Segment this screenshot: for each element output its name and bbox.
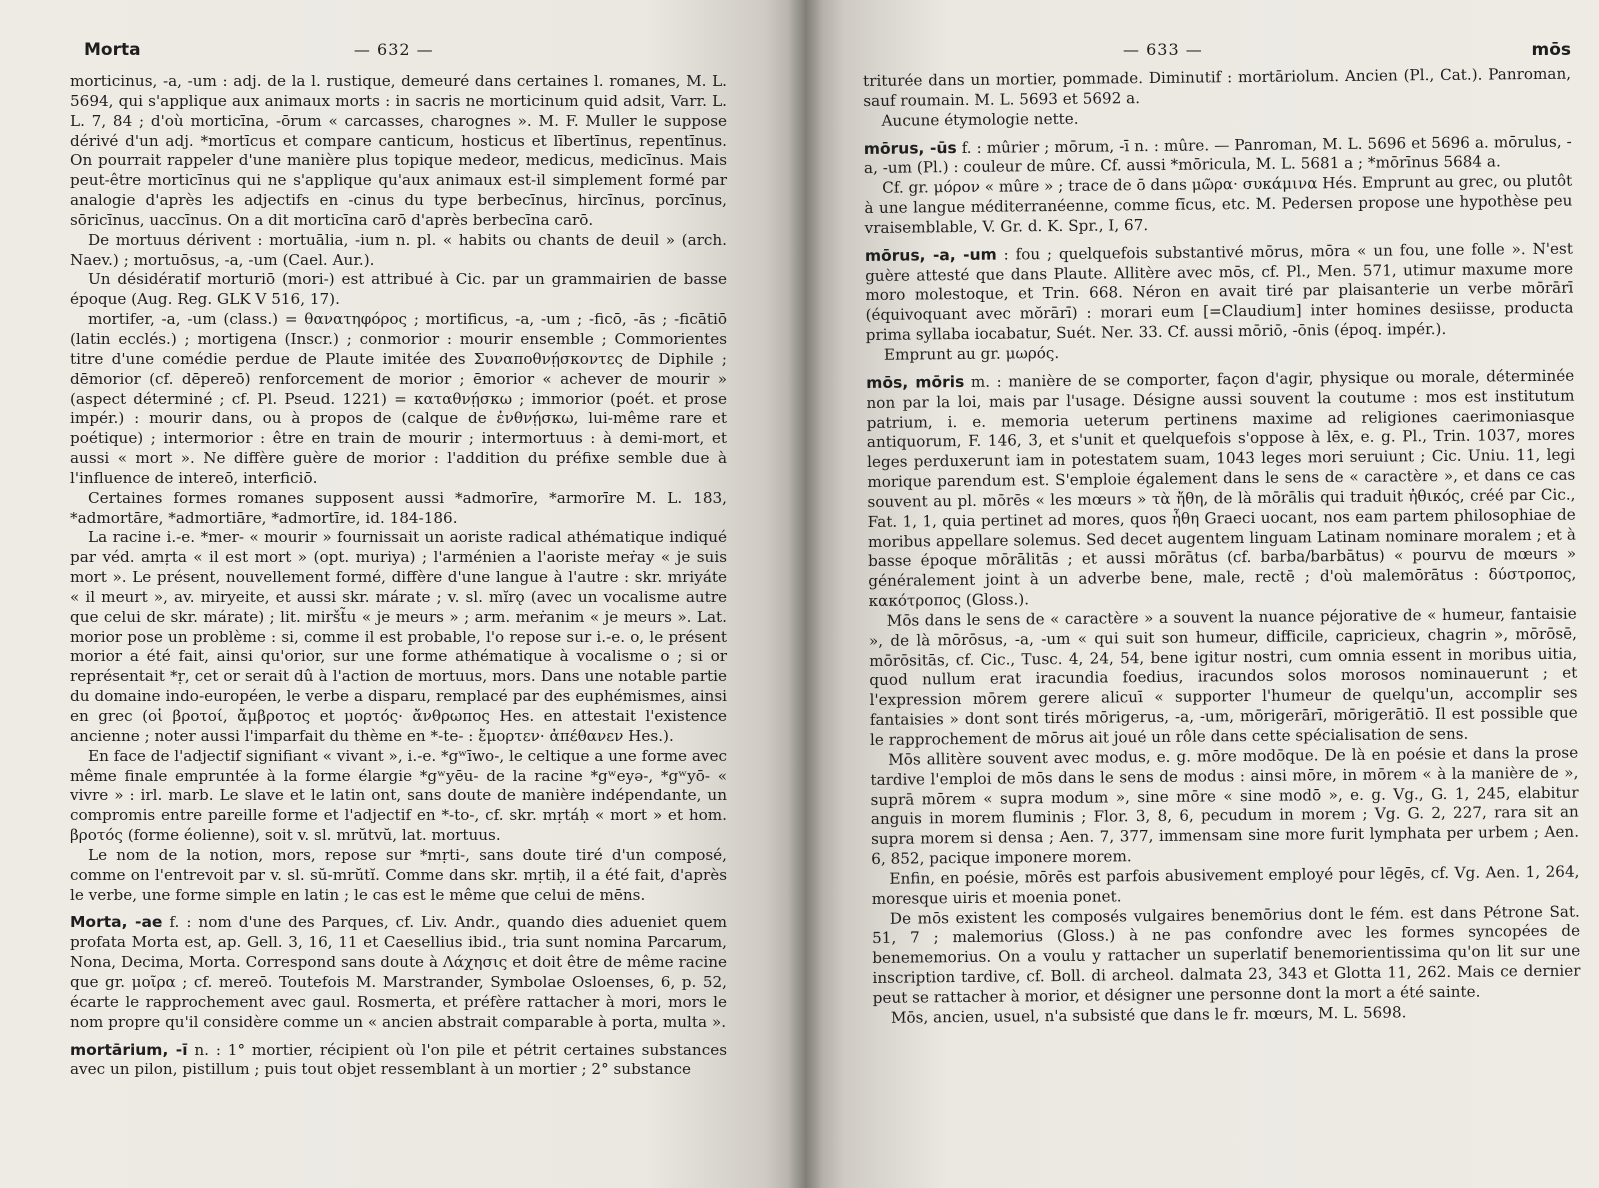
right-header-word: mōs	[1531, 40, 1571, 60]
paragraph: Enfin, en poésie, mōrēs est parfois abusivement employé pour lēgēs, cf. Vg. Aen. 1, 264, moresque uiris et moenia ponet.	[871, 862, 1580, 908]
paragraph: Le nom de la notion, mors, repose sur *mṛti-, sans doute tiré d'un composé, comme on l'entrevoit par v. sl. sŭ-mrŭtĭ. Comme dans skr. mṛtiḥ, il a été fait, d'après le verbe, une forme simple en latin ; le cas est le même que celui de mēns.	[70, 845, 727, 904]
entry-headword: mōs, mōris	[866, 372, 965, 392]
entry-headword: mortārium, -ī	[70, 1040, 188, 1059]
paragraph: Mōs dans le sens de « caractère » a souvent la nuance péjorative de « humeur, fantaisie », de là mōrōsus, -a, -um « qui suit son humeur, difficile, capricieux, chagrin », mōrōsē, mōrōsitās, cf. Cic., Tusc. 4, 24, 54, bene igitur nostri, cum omnia essent in moribus uitia, quod nullum erat iracundia foedius, iracundos solos morosos nominauerunt ; et l'expression mōrem gerere alicuī « supporter l'humeur de quelqu'un, accomplir ses fantaisies » dont sont tirés mōrigerus, -a, -um, mōrigerārī, mōrigerātiō. Il est possible que le rapprochement de mōrus ait joué un rôle dans cette spécialisation de sens.	[868, 604, 1578, 749]
right-running-head	[1123, 40, 1571, 60]
paragraph: De mortuus dérivent : mortuālia, -ium n. pl. « habits ou chants de deuil » (arch. Naev.) ; mortuōsus, -a, -um (Cael. Aur.).	[70, 230, 727, 269]
left-page-number: — 632 —	[353, 40, 434, 59]
entry-text: f. : nom d'une des Parques, cf. Liv. Andr., quando dies adueniet quem profata Morta est, ap. Gell. 3, 16, 11 et Caesellius ibid., tria sunt nomina Parcarum, Nona, Decima, Morta. Correspond sans doute à Λάχησις et doit être de même racine que gr. μοῖρα ; cf. mereō. Toutefois M. Marstrander, Symbolae Osloenses, 6, p. 52, écarte le rapprochement avec gaul. Rosmerta, et préfère rattacher à mori, mors le nom propre qu'il considère comme un « ancien abstrait comparable à porta, multa ».	[70, 913, 727, 1031]
entry-text: m. : manière de se comporter, façon d'agir, physique ou morale, déterminée non par la loi, mais par l'usage. Désigne aussi souvent la coutume : mos est institutum patrium, i. e. memoria ueterum pertinens maxime ad religiones caerimoniasque antiquorum, F. 146, 3, et s'unit et quelquefois s'oppose à lēx, e. g. Pl., Trin. 1037, mores leges perduxerunt iam in potestatem suam, 1043 leges mori seruiunt ; Cic. Uniu. 11, legi morique parendum est. S'emploie également dans le sens de « caractère », et dans ce cas souvent au pl. mōrēs « les mœurs » τὰ ἤθη, de là mōrālis qui traduit ἠθικός, créé par Cic., Fat. 1, 1, quia pertinet ad mores, quos ἦθη Graeci uocant, nos eam partem philosophiae de moribus appellare solemus. Sed decet augentem linguam Latinam nominare moralem ; et à basse époque mōrālitās ; et aussi mōrātus (cf. barba/barbātus) « pourvu de mœurs » généralement joint à un adverbe bene, male, rectē ; d'où malemōrātus : δύστροπος, κακότροπος (Gloss.).	[866, 366, 1577, 611]
right-page-number: — 633 —	[1123, 40, 1203, 59]
paragraph: De mōs existent les composés vulgaires benemōrius dont le fém. est dans Pétrone Sat. 51, 7 ; malemorius (Gloss.) à ne pas confondre avec les formes syncopées de benememorius. On a voulu y rattacher un superlatif benemorientissima qu'on lit sur une inscription tardive, cf. Boll. di archeol. dalmata 23, 343 et Glotta 11, 262. Mais ce dernier peut se rattacher à morior, et désigner une personne dont la mort a été sainte.	[871, 902, 1581, 1007]
dictionary-entry	[70, 1041, 727, 1081]
entry-text: n. : 1° mortier, récipient où l'on pile et pétrit certaines substances avec un pilon, pistillum ; puis tout objet ressemblant à un mortier ; 2° substance	[70, 1040, 727, 1079]
paragraph: Certaines formes romanes supposent aussi *admorīre, *armorīre M. L. 183, *admortāre, *admortiāre, *admortīre, id. 184-186.	[70, 488, 727, 527]
paragraph: Aucune étymologie nette.	[881, 109, 1079, 130]
entry-text: : fou ; quelquefois substantivé mōrus, mōra « un fou, une folle ». N'est guère attesté que dans Plaute. Allitère avec mōs, cf. Pl., Men. 571, utimur maxume more moro molestoque, et Trin. 668. Néron en avait tiré par plaisanterie un verbe mōrārī (équivoquant avec mŏrārī) : morari eum [=Claudium] inter homines desiisse, producta prima syllaba iocabatur, Suét. Ner. 33. Cf. aussi mōriō, -ōnis (époq. impér.).	[865, 239, 1574, 345]
dictionary-entry	[866, 366, 1576, 612]
paragraph: morticinus, -a, -um : adj. de la l. rustique, demeuré dans certaines l. romanes, M. L. 5694, qui s'applique aux animaux morts : in sacris ne morticinum quid adsit, Varr. L. L. 7, 84 ; d'où morticīna, -ōrum « carcasses, charognes ». M. F. Muller le suppose dérivé d'un adj. *mortīcus et compare canticum, hosticus et lībertīnus, repentīnus. On pourrait rappeler d'une manière plus topique medeor, medicus, medicīnus. Mais peut-être morticīnus qui ne s'applique qu'aux animaux est-il simplement formé par analogie d'après les adjectifs en -cinus du type berbecīnus, hircīnus, porcīnus, sōricīnus, uaccīnus. On a dit morticīna carō d'après berbecīna carō.	[70, 72, 727, 229]
dictionary-entry	[70, 913, 727, 1032]
paragraph: La racine i.-e. *mer- « mourir » fournissait un aoriste radical athématique indiqué par véd. amṛta « il est mort » (opt. muriya) ; l'arménien a l'aoriste meṙay « je suis mort ». Le présent, nouvellement formé, diffère d'une langue à l'autre : skr. mriyáte « il meurt », av. miryeite, et aussi skr. márate ; v. sl. mĭrǫ (avec un vocalisme autre que celui de skr. márate) ; lit. miršt̃u « je meurs » ; arm. meṙanim « je meurs ». Lat. morior pose un problème : si, comme il est probable, l'o repose sur i.-e. o, le présent morior a été fait, ainsi qu'orior, sur une forme athématique à vocalisme o ; si or représentait *ṛ, cet or serait dû à l'action de mortuus, mors. Dans une notable partie du domaine indo-européen, le verbe a disparu, remplacé par des euphémismes, ainsi en grec (οἱ βροτοί, ἄμβροτος et μορτός· ἄνθρωπος Hes. en attestait l'existence ancienne ; noter aussi l'imparfait du thème en *-te- : ἔμορτεν· ἀπέθανεν Hes.).	[70, 528, 727, 745]
paragraph: mortifer, -a, -um (class.) = θανατηφόρος ; mortificus, -a, -um ; -ficō, -ās ; -ficātiō (latin ecclés.) ; mortigena (Inscr.) ; conmorior : mourir ensemble ; Commorientes titre d'une comédie perdue de Plaute imitée des Συναποθνῄσκοντες de Diphile ; dēmorior (cf. dēpereō) renforcement de morior ; ēmorior « achever de mourir » (aspect déterminé ; cf. Pl. Pseud. 1221) = καταθνῄσκω ; immorior (poét. et prose impér.) : mourir dans, ou à propos de (calque de ἐνθνῄσκω, lui-même rare et poétique) ; intermorior : être en train de mourir ; intermortuus : à demi-mort, et aussi « mort ». Ne diffère guère de morior : l'addition du préfixe semble due à l'influence de intereō, interficiō.	[70, 310, 727, 487]
paragraph: Mōs allitère souvent avec modus, e. g. mōre modōque. De là en poésie et dans la prose tardive l'emploi de mōs dans le sens de modus : ainsi mōre, in mōrem « à la manière de », suprā mōrem « supra modum », sine mōre « sine modō », e. g. Vg., G. 1, 245, elabitur anguis in morem fluminis ; Flor. 3, 8, 6, pecudum in morem ; Vg. G. 2, 227, rara sit an supra morem si densa ; Aen. 7, 377, immensam sine more furit lymphata per urbem ; Aen. 6, 852, pacique imponere morem.	[870, 743, 1580, 869]
paragraph: En face de l'adjectif signifiant « vivant », i.-e. *gʷīwo-, le celtique a une forme avec même finale empruntée à la forme élargie *gʷyēu- de la racine *gʷeyə-, *gʷyō- « vivre » : irl. marb. Le slave et le latin ont, sans doute de manière indépendante, un compromis entre pareille forme et l'adjectif en *-to-, cf. skr. mṛtáḥ « mort » et hom. βροτός (forme éolienne), soit v. sl. mrŭtvŭ, lat. mortuus.	[70, 746, 727, 845]
paragraph: triturée dans un mortier, pommade. Diminutif : mortāriolum. Ancien (Pl., Cat.). Panroman, sauf roumain. M. L. 5693 et 5692 a.	[863, 64, 1572, 110]
entry-headword: mōrus, -a, -um	[864, 245, 997, 265]
left-page-body	[70, 72, 727, 1080]
left-running-head	[84, 40, 767, 60]
right-page-body	[863, 65, 1581, 1029]
paragraph: Un désidératif morturiō (mori-) est attribué à Cic. par un grammairien de basse époque (Aug. Reg. GLK V 516, 17).	[70, 270, 727, 309]
entry-headword: Morta, -ae	[70, 913, 163, 932]
paragraph: Mōs, ancien, usuel, n'a subsisté que dans le fr. mœurs, M. L. 5698.	[890, 1003, 1407, 1027]
paragraph: Cf. gr. μόρον « mûre » ; trace de ō dans μῶρα· συκάμινα Hés. Emprunt au grec, ou plutôt à une langue méditerranéenne, comme fīcus, etc. M. Pedersen propose une hypothèse peu vraisemblable, V. Gr. d. K. Spr., I, 67.	[864, 171, 1573, 237]
book-gutter-shadow	[788, 0, 822, 1188]
dictionary-entry	[865, 239, 1574, 346]
paragraph: Emprunt au gr. μωρός.	[883, 343, 1060, 364]
right-page	[805, 0, 1599, 1188]
entry-text: f. : mûrier ; mōrum, -ī n. : mûre. — Panroman, M. L. 5696 et 5696 a. mōrulus, -a, -um (Pl.) : couleur de mûre. Cf. aussi *mōricula, M. L. 5681 a ; *mōrīnus 5684 a.	[863, 132, 1572, 178]
left-header-word: Morta	[84, 40, 141, 60]
entry-headword: mōrus, -ūs	[863, 138, 957, 158]
